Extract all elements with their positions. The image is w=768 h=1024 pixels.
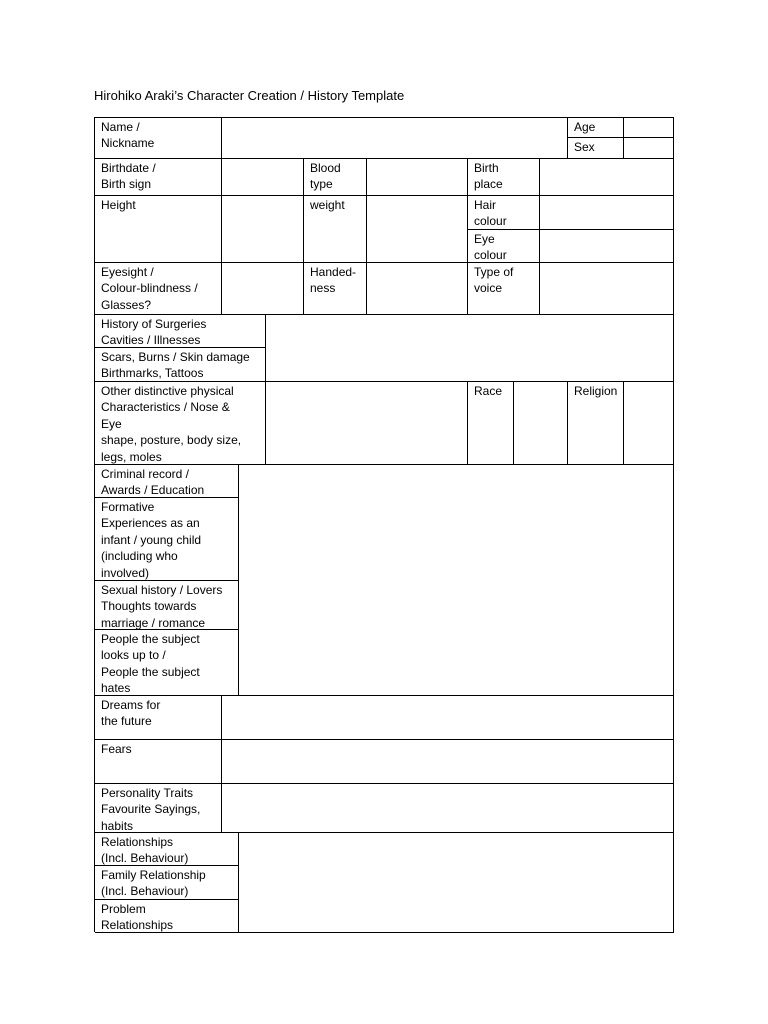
label-relationships: Relationships (Incl. Behaviour): [95, 833, 239, 866]
label-age: Age: [568, 118, 624, 138]
character-template-table: [94, 117, 674, 932]
weight-field[interactable]: [367, 196, 468, 263]
label-distinctive: Other distinctive physical Characteristics / Nose & Eye shape, posture, body size, legs, moles: [95, 382, 266, 465]
page-title: Hirohiko Araki’s Character Creation / History Template: [94, 88, 405, 103]
height-field[interactable]: [222, 196, 304, 263]
blood-type-field[interactable]: [367, 159, 468, 196]
eye-colour-field[interactable]: [540, 230, 674, 263]
label-family: Family Relationship (Incl. Behaviour): [95, 866, 239, 900]
label-birthdate: Birthdate / Birth sign: [95, 159, 222, 196]
relationships-field[interactable]: [239, 833, 674, 933]
dreams-field[interactable]: [222, 696, 674, 740]
label-handedness: Handed- ness: [304, 263, 367, 315]
handedness-field[interactable]: [367, 263, 468, 315]
label-people: People the subject looks up to / People the subject hates: [95, 630, 239, 696]
race-field[interactable]: [514, 382, 568, 465]
birth-place-field[interactable]: [540, 159, 674, 196]
age-field[interactable]: [624, 118, 674, 138]
label-problem: Problem Relationships: [95, 900, 239, 933]
label-scars: Scars, Burns / Skin damage Birthmarks, Tattoos: [95, 348, 266, 382]
birthdate-field[interactable]: [222, 159, 304, 196]
sex-field[interactable]: [624, 138, 674, 159]
distinctive-field[interactable]: [266, 382, 468, 465]
label-formative: Formative Experiences as an infant / young child (including who involved): [95, 498, 239, 581]
personality-field[interactable]: [222, 784, 674, 833]
label-eyesight: Eyesight / Colour-blindness / Glasses?: [95, 263, 222, 315]
label-type-of-voice: Type of voice: [468, 263, 540, 315]
label-sex: Sex: [568, 138, 624, 159]
religion-field[interactable]: [624, 382, 674, 465]
label-blood-type: Blood type: [304, 159, 367, 196]
label-weight: weight: [304, 196, 367, 263]
label-height: Height: [95, 196, 222, 263]
label-surgeries: History of Surgeries Cavities / Illnesses: [95, 315, 266, 348]
label-birth-place: Birth place: [468, 159, 540, 196]
label-religion: Religion: [568, 382, 624, 465]
name-field[interactable]: [222, 118, 568, 159]
label-race: Race: [468, 382, 514, 465]
label-criminal-record: Criminal record / Awards / Education: [95, 465, 239, 498]
label-sexual-history: Sexual history / Lovers Thoughts towards marriage / romance: [95, 581, 239, 630]
label-personality: Personality Traits Favourite Sayings, habits: [95, 784, 222, 833]
label-fears: Fears: [95, 740, 222, 784]
eyesight-field[interactable]: [222, 263, 304, 315]
surgeries-scars-field[interactable]: [266, 315, 674, 382]
type-of-voice-field[interactable]: [540, 263, 674, 315]
label-eye-colour: Eye colour: [468, 230, 540, 263]
hair-colour-field[interactable]: [540, 196, 674, 230]
label-hair-colour: Hair colour: [468, 196, 540, 230]
label-dreams: Dreams for the future: [95, 696, 222, 740]
history-field[interactable]: [239, 465, 674, 696]
label-name: Name / Nickname: [95, 118, 222, 159]
fears-field[interactable]: [222, 740, 674, 784]
